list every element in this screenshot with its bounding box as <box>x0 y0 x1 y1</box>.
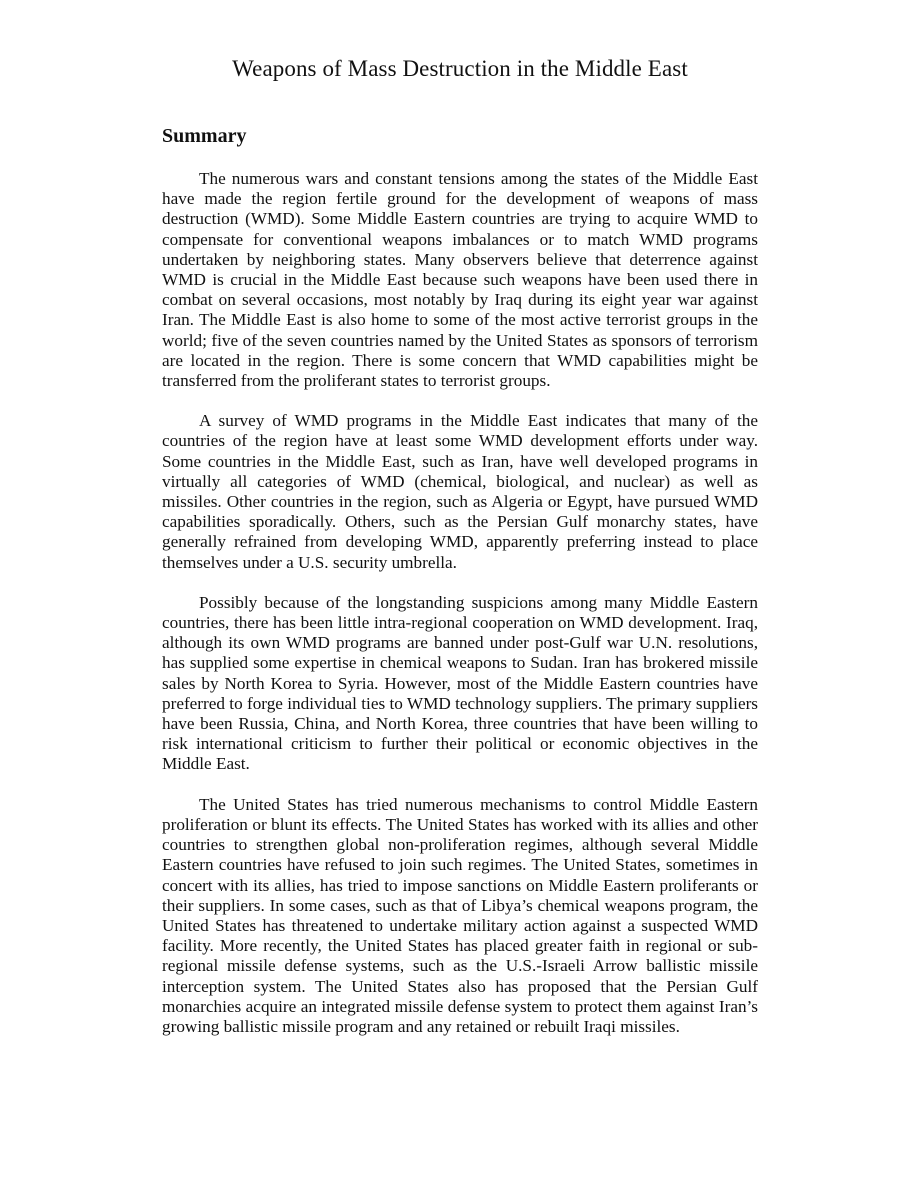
section-heading-summary: Summary <box>162 125 247 147</box>
summary-paragraph-2: A survey of WMD programs in the Middle East indicates that many of the countries of the region have at least some WMD development efforts under way. Some countries in the Middle East, such as Iran, have well developed programs in virtually all categories of WMD (chemical, biological, and nuclear) as well as missiles. Other countries in the region, such as Algeria or Egypt, have pursued WMD capabilities sporadically. Others, such as the Persian Gulf monarchy states, have generally refrained from developing WMD, apparently preferring instead to place themselves under a U.S. security umbrella. <box>162 411 758 572</box>
summary-paragraph-1: The numerous wars and constant tensions among the states of the Middle East have made the region fertile ground for the development of weapons of mass destruction (WMD). Some Middle Eastern countries are trying to acquire WMD to compensate for conventional weapons imbalances or to match WMD programs undertaken by neighboring states. Many observers believe that deterrence against WMD is crucial in the Middle East because such weapons have been used there in combat on several occasions, most notably by Iraq during its eight year war against Iran. The Middle East is also home to some of the most active terrorist groups in the world; five of the seven countries named by the United States as sponsors of terrorism are located in the region. There is some concern that WMD capabilities might be transferred from the proliferant states to terrorist groups. <box>162 169 758 391</box>
summary-body <box>162 169 758 1057</box>
summary-paragraph-4: The United States has tried numerous mechanisms to control Middle Eastern proliferation or blunt its effects. The United States has worked with its allies and other countries to strengthen global non-proliferation regimes, although several Middle Eastern countries have refused to join such regimes. The United States, sometimes in concert with its allies, has tried to impose sanctions on Middle Eastern proliferants or their suppliers. In some cases, such as that of Libya’s chemical weapons program, the United States has threatened to undertake military action against a suspected WMD facility. More recently, the United States has placed greater faith in regional or sub-regional missile defense systems, such as the U.S.-Israeli Arrow ballistic missile interception system. The United States also has proposed that the Persian Gulf monarchies acquire an integrated missile defense system to protect them against Iran’s growing ballistic missile program and any retained or rebuilt Iraqi missiles. <box>162 794 758 1036</box>
summary-paragraph-3: Possibly because of the longstanding suspicions among many Middle Eastern countries, there has been little intra-regional cooperation on WMD development. Iraq, although its own WMD programs are banned under post-Gulf war U.N. resolutions, has supplied some expertise in chemical weapons to Sudan. Iran has brokered missile sales by North Korea to Syria. However, most of the Middle Eastern countries have preferred to forge individual ties to WMD technology suppliers. The primary suppliers have been Russia, China, and North Korea, three countries that have been willing to risk international criticism to further their political or economic objectives in the Middle East. <box>162 592 758 774</box>
document-title: Weapons of Mass Destruction in the Middle East <box>232 56 688 81</box>
